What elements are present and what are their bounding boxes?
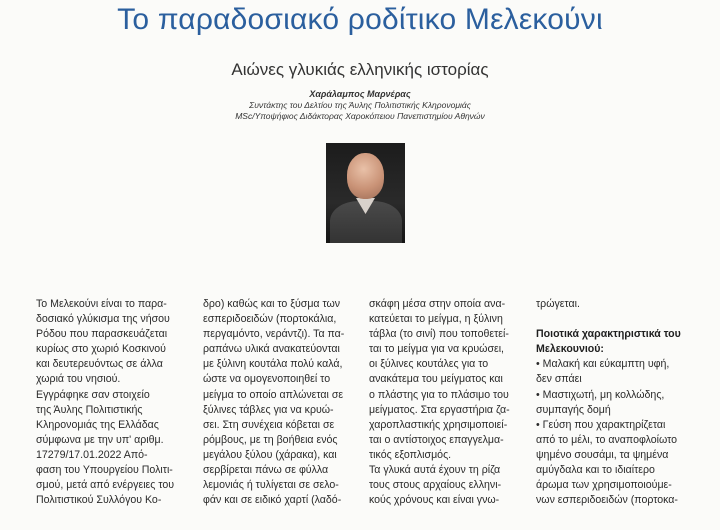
- column-line: χαροπλαστικής χρησιμοποιεί-: [369, 418, 508, 431]
- column-line: Κληρονομιάς της Ελλάδας: [36, 418, 159, 431]
- column-line: ώστε να ομογενοποιηθεί το: [203, 373, 331, 386]
- column-line: ανακάτεμα του μείγματος και: [369, 373, 503, 386]
- column-line: σει. Στη συνέχεια κόβεται σε: [203, 418, 335, 431]
- column-line: Ρόδου που παρασκευάζεται: [36, 328, 168, 341]
- column-line: φάν και σε ειδικό χαρτί (λαδό-: [203, 494, 342, 507]
- column-line: με ξύλινη κουτάλα πολύ καλά,: [203, 358, 343, 371]
- list-item: • Γεύση που χαρακτηρίζεται: [536, 418, 666, 431]
- column-line: μείγμα το οποίο απλώνεται σε: [203, 388, 344, 401]
- column-line: μεγάλου ξύλου (χάρακα), και: [203, 448, 337, 461]
- column-line: συμπαγής δομή: [536, 403, 611, 416]
- column-line: σύμφωνα με την υπ' αριθμ.: [36, 433, 164, 446]
- column-line: σερβίρεται πάνω σε φύλλα: [203, 464, 329, 477]
- column-line: κυρίως στο χωριό Κοσκινού: [36, 343, 166, 356]
- section-heading: Μελεκουνιού:: [536, 343, 604, 356]
- column-spacer: [536, 312, 706, 327]
- column-line: ο πλάστης για το πλάσιμο του: [369, 388, 509, 401]
- column-line: από το μέλι, το αναποφλοίωτο: [536, 433, 678, 446]
- column-line: περγαμόντο, νεράντζι). Τα πα-: [203, 328, 345, 341]
- text-column-4: [536, 297, 706, 508]
- column-line: νων εσπεριδοειδών (πορτοκα-: [536, 494, 678, 507]
- column-line: σκάφη μέσα στην οποία ανα-: [369, 298, 506, 310]
- column-line: ξύλινες τάβλες για να κρυώ-: [203, 403, 334, 416]
- column-line: τους στους αρχαίους ελληνι-: [369, 479, 502, 492]
- article-subtitle: Αιώνες γλυκιάς ελληνικής ιστορίας: [231, 60, 489, 79]
- column-line: δρο) καθώς και το ξύσμα των: [203, 298, 341, 310]
- column-line: σμού, μετά από ενέργειες του: [36, 479, 175, 492]
- byline: [0, 89, 720, 122]
- column-line: οι ξύλινες κουτάλες για το: [369, 358, 489, 371]
- text-column-1: [36, 297, 197, 508]
- column-line: κούς χρόνους και είναι γνω-: [369, 494, 500, 507]
- column-line: Εγγράφηκε σαν στοιχείο: [36, 388, 150, 401]
- column-line: ται ο αντίστοιχος επαγγελμα-: [369, 433, 504, 446]
- column-line: και δευτερευόντως σε άλλα: [36, 358, 163, 371]
- column-line: ρόμβους, με τη βοήθεια ενός: [203, 433, 338, 446]
- column-line: Το Μελεκούνι είναι το παρα-: [36, 298, 167, 310]
- column-line: ραπάνω υλικά ανακατεύονται: [203, 343, 340, 356]
- list-item: • Μαλακή και εύκαμπτη υφή,: [536, 358, 670, 371]
- column-line: μείγματος. Στα εργαστήρια ζα-: [369, 403, 510, 416]
- column-line: Τα γλυκά αυτά έχουν τη ρίζα: [369, 464, 501, 477]
- photo-head-shape: [347, 153, 384, 199]
- column-line: κατεύεται το μείγμα, η ξύλινη: [369, 313, 503, 326]
- author-role-2: MSc/Υποψήφιος Διδάκτορας Χαροκόπειου Πανεπιστημίου Αθηνών: [235, 111, 485, 121]
- column-line: της Άυλης Πολιτιστικής: [36, 403, 143, 416]
- column-line: άρωμα των χρησιμοποιούμε-: [536, 479, 672, 492]
- text-column-2: [203, 297, 364, 508]
- text-column-3: [369, 297, 530, 508]
- column-line: τρώγεται.: [536, 298, 580, 310]
- column-line: τάβλα (το σινί) που τοποθετεί-: [369, 328, 509, 341]
- column-line: χωριά του νησιού.: [36, 373, 121, 386]
- section-heading: Ποιοτικά χαρακτηριστικά του: [536, 328, 681, 341]
- column-line: αμύγδαλα και το ιδιαίτερο: [536, 464, 655, 477]
- author-name: Χαράλαμπος Μαρνέρας: [309, 89, 411, 99]
- column-line: 17279/17.01.2022 Από-: [36, 448, 148, 461]
- column-line: λεμονιάς ή τυλίγεται σε σελο-: [203, 479, 339, 492]
- column-line: ται το μείγμα για να κρυώσει,: [369, 343, 505, 356]
- column-line: φαση του Υπουργείου Πολιτι-: [36, 464, 173, 477]
- column-line: ψημένο σουσάμι, τα ψημένα: [536, 448, 669, 461]
- article-title: Το παραδοσιακό ροδίτικο Μελεκούνι: [117, 3, 603, 36]
- column-line: δεν σπάει: [536, 373, 582, 386]
- list-item: • Μαστιχωτή, μη κολλώδης,: [536, 388, 665, 401]
- column-line: εσπεριδοειδών (πορτοκάλια,: [203, 313, 337, 326]
- column-line: δοσιακό γλύκισμα της νήσου: [36, 313, 170, 326]
- author-photo: [326, 143, 405, 243]
- author-role-1: Συντάκτης του Δελτίου της Άυλης Πολιτιστικής Κληρονομιάς: [249, 100, 471, 110]
- column-line: τικός εξοπλισμός.: [369, 448, 452, 461]
- column-line: Πολιτιστικού Συλλόγου Κο-: [36, 494, 162, 507]
